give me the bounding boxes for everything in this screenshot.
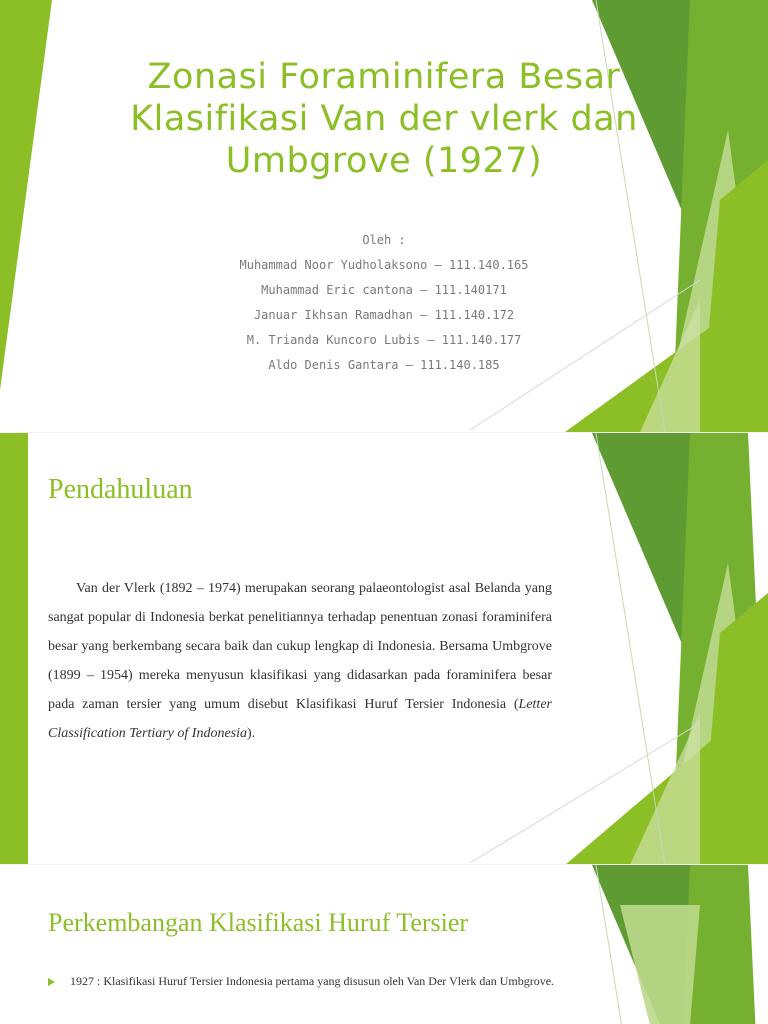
title-line: Klasifikasi Van der vlerk dan [130, 99, 638, 139]
author-line: Januar Ikhsan Ramadhan – 111.140.172 [253, 308, 515, 322]
title-line: Umbgrove (1927) [225, 141, 543, 181]
light-facet [620, 905, 700, 1024]
section-heading: Perkembangan Klasifikasi Huruf Tersier [48, 908, 469, 937]
bullet-arrow-icon [48, 978, 55, 986]
paragraph-end: ). [247, 726, 256, 741]
author-label: Oleh : [362, 233, 406, 247]
left-edge-facet [0, 0, 52, 390]
author-line: Aldo Denis Gantara – 111.140.185 [268, 358, 500, 372]
presentation-title [120, 56, 648, 182]
list-item [48, 968, 568, 995]
bullet-text: 1927 : Klasifikasi Huruf Tersier Indonesia pertama yang disusun oleh Van Der Vlerk dan Umbgrove. [70, 974, 555, 988]
author-line: Muhammad Noor Yudholaksono – 111.140.165 [239, 258, 529, 272]
italic-term: Letter Classification Tertiary of Indonesia [48, 697, 552, 741]
left-edge-facet [0, 433, 28, 864]
green-facet-decoration [0, 865, 768, 1024]
author-list [150, 228, 618, 378]
intro-paragraph [48, 574, 552, 748]
title-slide [0, 0, 768, 432]
author-line: M. Trianda Kuncoro Lubis – 111.140.177 [246, 333, 522, 347]
section-heading: Pendahuluan [48, 474, 193, 505]
paragraph-text: Van der Vlerk (1892 – 1974) merupakan seorang palaeontologist asal Belanda yang sangat popular di Indonesia berkat penelitiannya terhadap penentuan zonasi foraminifera besar yang berkembang secara baik dan cukup lengkap di Indonesia. Bersama Umbgrove (1899 – 1954) mereka menyusun klasifikasi yang didasarkan pada foraminifera besar pada zaman tersier yang umum disebut Klasifikasi Huruf Tersier Indonesia ( [48, 581, 552, 712]
author-line: Muhammad Eric cantona – 111.140171 [261, 283, 507, 297]
title-line: Zonasi Foraminifera Besar [147, 57, 621, 97]
development-slide [0, 864, 768, 1024]
